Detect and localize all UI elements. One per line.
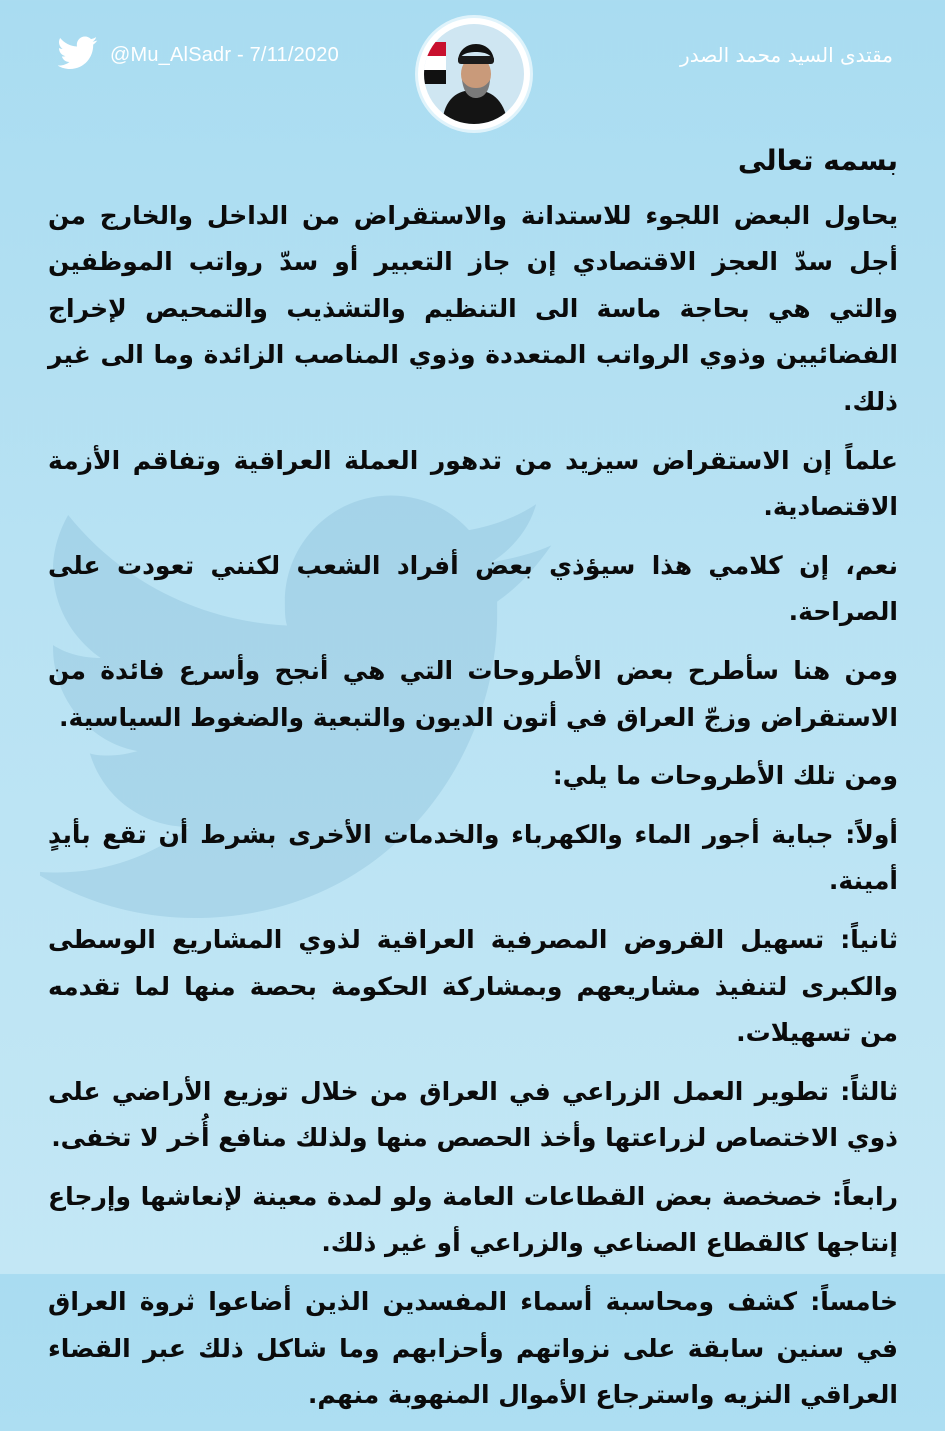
twitter-handle-date[interactable]: @Mu_AlSadr - 7/11/2020	[110, 44, 339, 66]
paragraph: يحاول البعض اللجوء للاستدانة والاستقراض من الداخل والخارج من أجل سدّ العجز الاقتصادي إن جاز التعبير أو سدّ رواتب الموظفين والتي هي بحاجة ماسة الى التنظيم والتشذيب والتمحيص لإخراج الفضائيين وذوي الرواتب المتعددة وذوي المناصب الزائدة وما الى غير ذلك.	[48, 200, 898, 416]
list-item	[48, 1069, 898, 1162]
paragraph: علماً إن الاستقراض سيزيد من تدهور العملة العراقية وتفاقم الأزمة الاقتصادية.	[48, 445, 898, 522]
item-text: كشف ومحاسبة أسماء المفسدين الذين أضاعوا ثروة العراق في سنين سابقة على نزواتهم وأحزابهم وما شاكل ذلك عبر القضاء العراقي النزيه واسترجاع الأموال المنهوبة منهم.	[48, 1287, 898, 1410]
item-text: جباية أجور الماء والكهرباء والخدمات الأخرى بشرط أن تقع بأيدٍ أمينة.	[48, 819, 898, 896]
list-intro: ومن تلك الأطروحات ما يلي:	[552, 761, 898, 791]
item-label: أولاً:	[845, 819, 898, 849]
item-label: ثالثاً:	[840, 1076, 898, 1106]
list-item	[48, 917, 898, 1057]
paragraph: ومن هنا سأطرح بعض الأطروحات التي هي أنجح وأسرع فائدة من الاستقراض وزجّ العراق في أتون الديون والتبعية والضغوط السياسية.	[48, 655, 898, 732]
item-text: تسهيل القروض المصرفية العراقية لذوي المشاريع الوسطى والكبرى لتنفيذ مشاريعهم وبمشاركة الحكومة بحصة منها لما تقدمه من تسهيلات.	[48, 924, 898, 1048]
item-label: ثانياً:	[840, 924, 898, 954]
list-item	[48, 1174, 898, 1267]
list-item	[48, 812, 898, 905]
item-label: خامساً:	[810, 1287, 898, 1317]
paragraph: نعم، إن كلامي هذا سيؤذي بعض أفراد الشعب لكنني تعودت على الصراحة.	[48, 550, 898, 627]
tweet-header	[0, 0, 945, 140]
avatar[interactable]	[418, 18, 530, 130]
profile-photo-icon	[424, 24, 524, 124]
statement-body	[48, 138, 898, 1431]
item-label: رابعاً:	[832, 1181, 898, 1211]
item-text: خصخصة بعض القطاعات العامة ولو لمدة معينة لإنعاشها وإرجاع إنتاجها كالقطاع الصناعي والزراعي أو غير ذلك.	[48, 1181, 898, 1258]
twitter-bird-icon	[58, 36, 98, 70]
list-item	[48, 1279, 898, 1419]
author-name[interactable]: مقتدى السيد محمد الصدر	[680, 43, 893, 67]
page-title: بسمه تعالى	[737, 144, 898, 177]
item-text: تطوير العمل الزراعي في العراق من خلال توزيع الأراضي على ذوي الاختصاص لزراعتها وأخذ الحصص منها ولذلك منافع أُخر لا تخفى.	[48, 1076, 898, 1153]
